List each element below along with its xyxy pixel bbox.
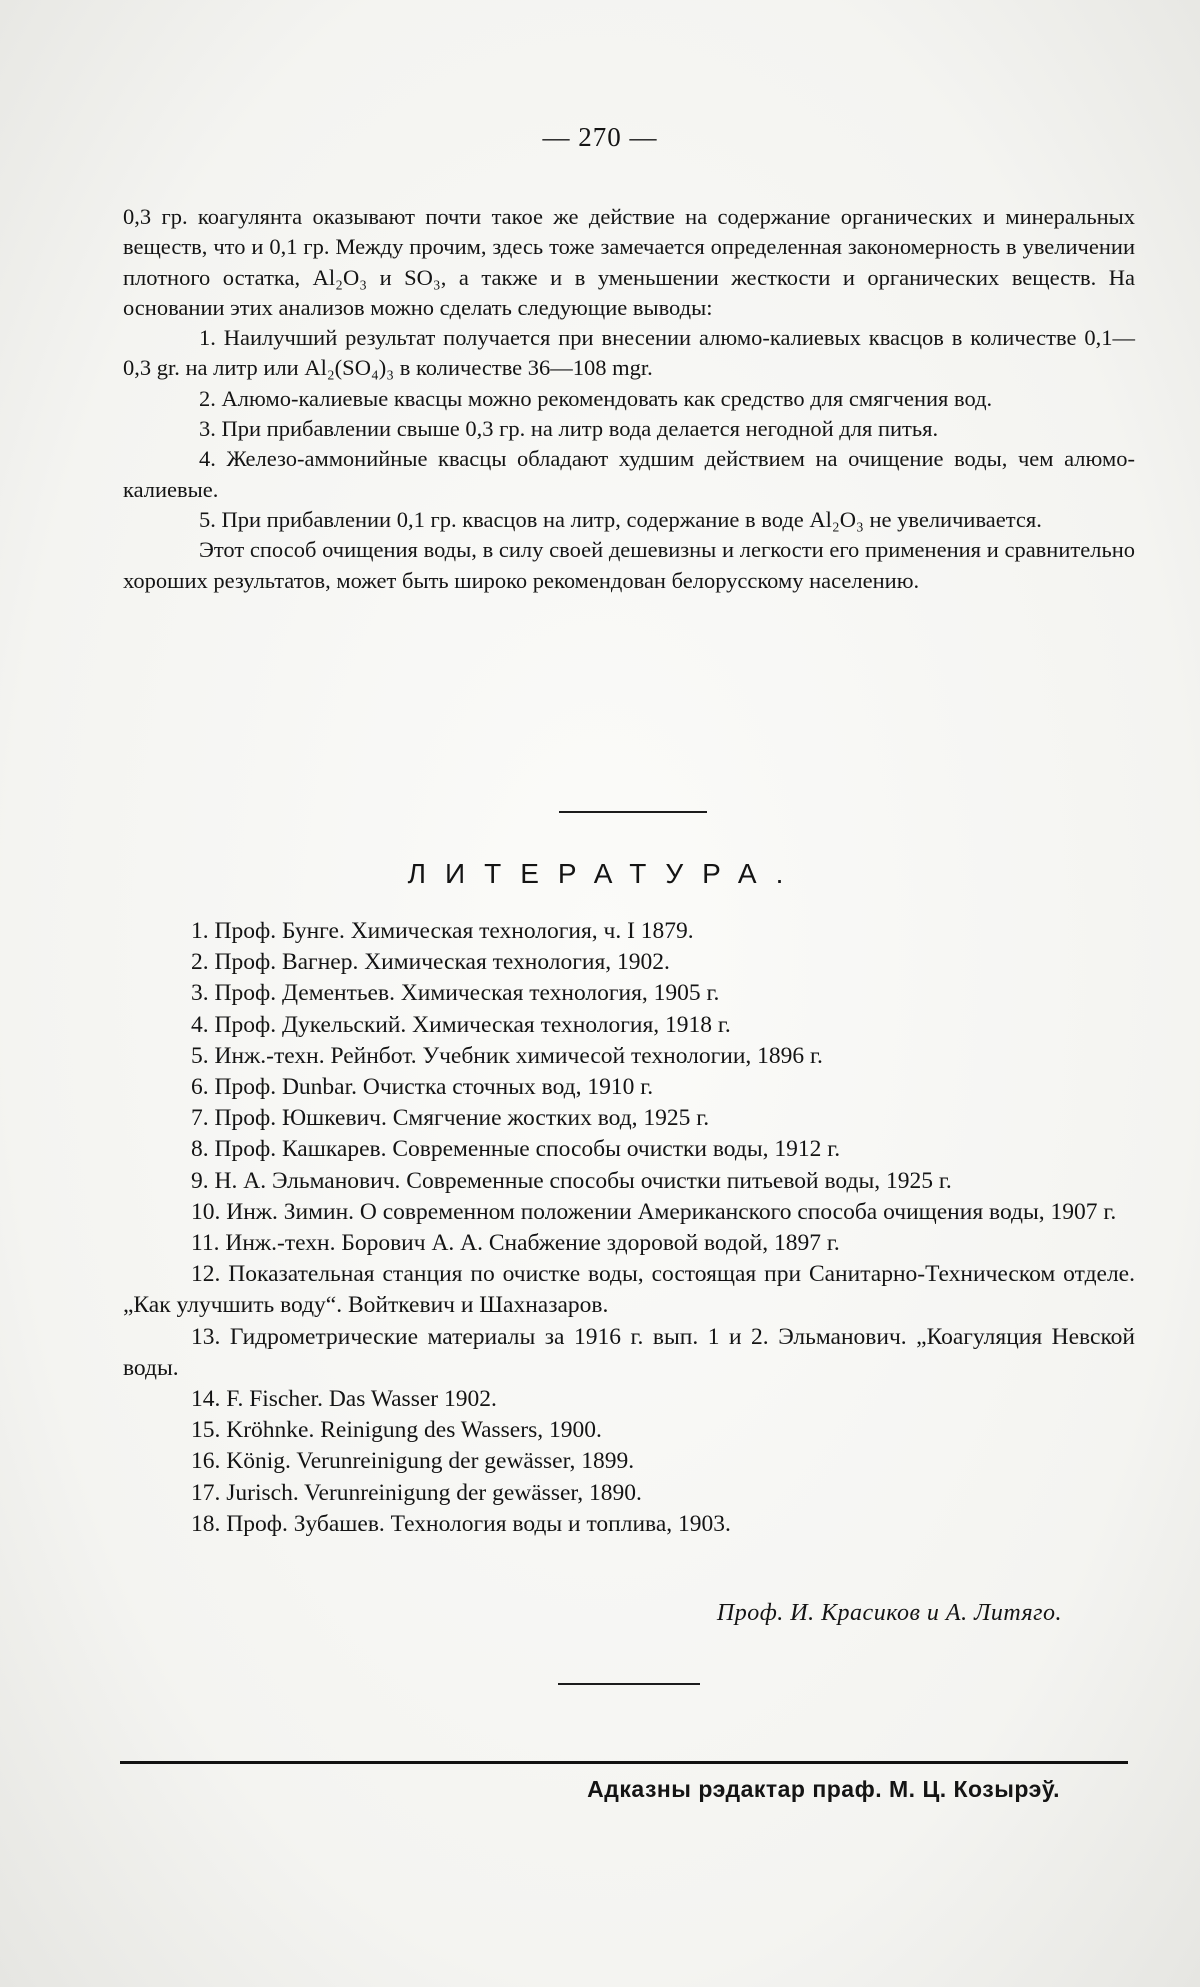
- conclusion-4: 4. Железо-аммонийные квасцы обладают худшим действием на очищение воды, чем алюмо-калиевые.: [123, 446, 1135, 502]
- reference-item: 1. Проф. Бунге. Химическая технология, ч. I 1879.: [191, 918, 694, 944]
- reference-item: 17. Jurisch. Verunreinigung der gewässer, 1890.: [191, 1479, 642, 1506]
- responsible-editor: Адказны рэдактар праф. М. Ц. Козырэў.: [587, 1776, 1060, 1802]
- reference-list: [123, 916, 1135, 1540]
- paragraph-closing: Этот способ очищения воды, в силу своей дешевизны и легкости его применения и сравнительно хороших результатов, может быть широко рекомендован белорусскому населению.: [123, 537, 1135, 593]
- reference-item: 8. Проф. Кашкарев. Современные способы очистки воды, 1912 г.: [191, 1136, 841, 1163]
- conclusion-2: 2. Алюмо-калиевые квасцы можно рекомендовать как средство для смягчения вод.: [199, 385, 993, 411]
- reference-item: 5. Инж.-техн. Рейнбот. Учебник химичесой технологии, 1896 г.: [191, 1042, 823, 1069]
- reference-item: 18. Проф. Зубашев. Технология воды и топлива, 1903.: [191, 1510, 731, 1537]
- reference-item: 15. Kröhnke. Reinigung des Wassers, 1900.: [191, 1417, 602, 1444]
- author-signature: Проф. И. Красиков и А. Литяго.: [716, 1600, 1062, 1626]
- reference-item: 7. Проф. Юшкевич. Смягчение жостких вод, 1925 г.: [191, 1105, 710, 1132]
- reference-item: 2. Проф. Вагнер. Химическая технология, 1902.: [191, 949, 670, 976]
- reference-item: 4. Проф. Дукельский. Химическая технология, 1918 г.: [191, 1011, 731, 1038]
- section-divider: [559, 811, 707, 813]
- reference-item: 6. Проф. Dunbar. Очистка сточных вод, 1910 г.: [191, 1074, 654, 1101]
- conclusion-1: 1. Наилучший результат получается при внесении алюмо-калиевых квасцов в количестве 0,1—0,3 gr. на литр или Al₂(SO₄)₃ в количестве 36—108 mgr.: [123, 325, 1135, 381]
- body-text: [123, 202, 1135, 596]
- conclusion-3: 3. При прибавлении свыше 0,3 гр. на литр вода делается негодной для питья.: [199, 416, 939, 442]
- reference-item: 12. Показательная станция по очистке воды, состоящая при Санитарно-Техническом отделе. „Как улучшить воду“. Войткевич и Шахназаров.: [123, 1261, 1135, 1319]
- page-number: — 270 —: [542, 122, 658, 152]
- reference-item: 13. Гидрометрические материалы за 1916 г. вып. 1 и 2. Эльманович. „Коагуляция Невской воды.: [123, 1323, 1135, 1381]
- reference-item: 10. Инж. Зимин. О современном положении Американского способа очищения воды, 1907 г.: [191, 1198, 1117, 1225]
- reference-item: 16. König. Verunreinigung der gewässer, 1899.: [191, 1448, 635, 1475]
- literature-heading: ЛИТЕРАТУРА.: [407, 858, 803, 889]
- conclusion-5: 5. При прибавлении 0,1 гр. квасцов на литр, содержание в воде Al₂O₃ не увеличивается.: [199, 506, 1042, 532]
- reference-item: 3. Проф. Дементьев. Химическая технология, 1905 г.: [191, 980, 720, 1007]
- reference-item: 14. F. Fischer. Das Wasser 1902.: [191, 1386, 497, 1413]
- reference-item: 9. Н. А. Эльманович. Современные способы очистки питьевой воды, 1925 г.: [191, 1167, 952, 1194]
- paragraph-intro: 0,3 гр. коагулянта оказывают почти такое же действие на содержание органических и минеральных веществ, что и 0,1 гр. Между прочим, здесь тоже замечается определенная закономерность в увеличении плотного остатка, Al₂O₃ и SO₃, а также и в уменьшении жесткости и органических веществ. На основании этих анализов можно сделать следующие выводы:: [123, 204, 1135, 320]
- end-divider: [558, 1683, 700, 1685]
- reference-item: 11. Инж.-техн. Борович А. А. Снабжение здоровой водой, 1897 г.: [191, 1230, 840, 1257]
- footer-rule: [120, 1761, 1128, 1764]
